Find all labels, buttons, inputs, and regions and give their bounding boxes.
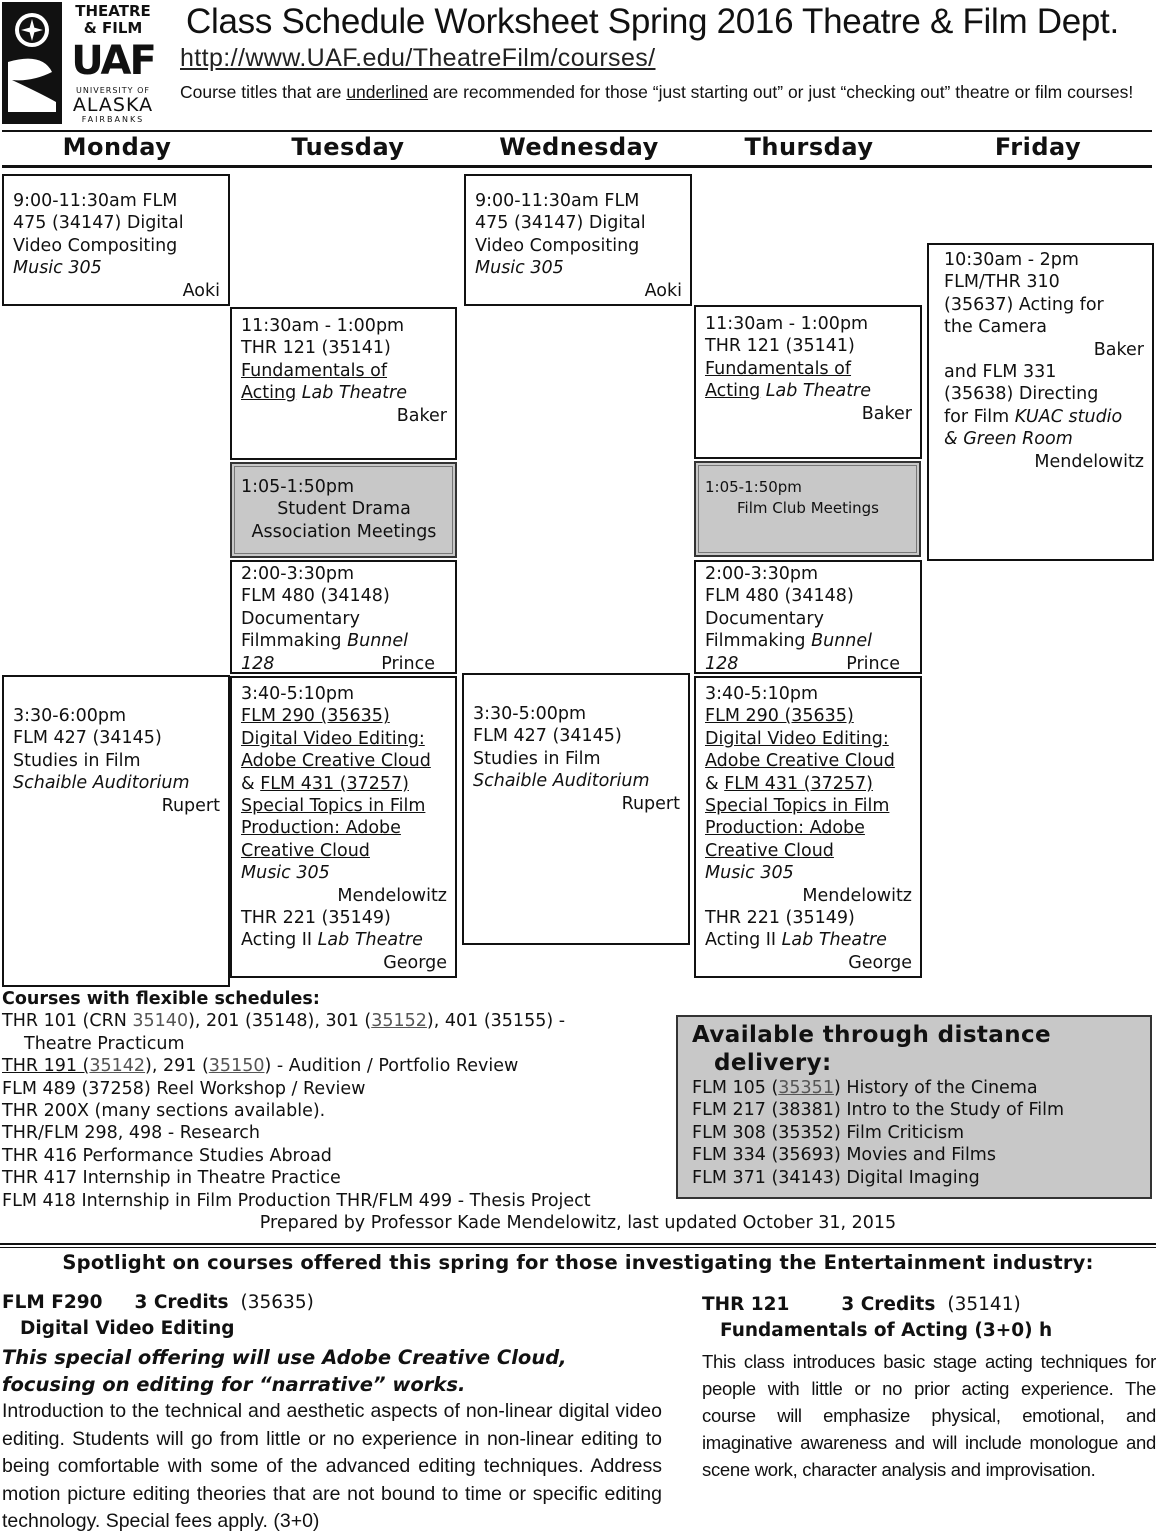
list-item: FLM 489 (37258) Reel Workshop / Review (2, 1078, 366, 1099)
instructor: Prince (381, 653, 435, 674)
course-description: This class introduces basic stage acting techniques for people with little or no prior acting experience. The course will emphasize physical, emotional, and imaginative awareness and will include monologue and scene work, character analysis and improvisation. (702, 1351, 1156, 1480)
spotlight-heading: Spotlight on courses offered this spring for those investigating the Entertainment industry: (62, 1251, 1094, 1274)
instructor: Prince (846, 653, 900, 674)
course-description: Introduction to the technical and aesthetic aspects of non-linear digital video editing. Students will go from little or no experience in non-linear editing to being comfortable with some of the advanced editing techniques. Address motion picture editing theories that are not bound to time or specific editing technology. Special fees apply. (3+0) (2, 1400, 662, 1532)
mon-flm427-block[interactable]: 3:30-6:00pm FLM 427 (34145) Studies in Film Schaible Auditorium Rupert (2, 675, 230, 987)
instructor: Baker (861, 403, 912, 424)
courses-url-link[interactable]: http://www.UAF.edu/TheatreFilm/courses/ (180, 44, 656, 72)
list-item: FLM 105 (35351) History of the Cinema (692, 1078, 1038, 1098)
wed-flm475-block[interactable]: 9:00-11:30am FLM 475 (34147) Digital Video Compositing Music 305 Aoki (464, 174, 692, 306)
instructor: Rupert (161, 795, 220, 816)
list-item: THR 200X (many sections available). (2, 1101, 326, 1122)
tue-thr121-block[interactable]: 11:30am - 1:00pm THR 121 (35141) Fundamentals of Acting Lab Theatre Baker (230, 307, 457, 460)
mon-flm475-block[interactable]: 9:00-11:30am FLM 475 (34147) Digital Video Compositing Music 305 Aoki (2, 174, 230, 306)
instructor: George (848, 952, 912, 973)
instructor: Aoki (644, 280, 682, 301)
list-item: THR 417 Internship in Theatre Practice (2, 1168, 341, 1189)
distance-heading: Available through distance (692, 1022, 1052, 1048)
spotlight-course-thr121: THR 121 3 Credits (35141) Fundamentals of Acting (3+0) h This class introduces basic stage acting techniques for people with little or no prior acting experience. The course will emphasize physical, emotional, and imaginative awareness and will include monologue and scene work, character analysis and improvisation. (702, 1292, 1156, 1483)
distance-delivery-box: Available through distance delivery: FLM 105 (35351) History of the Cinema FLM 217 (38381) Intro to the Study of Film FLM 308 (35352) Film Criticism FLM 334 (35693) Movies and Films FLM 371 (34143) Digital Imaging (676, 1015, 1152, 1199)
day-monday: Monday (62, 133, 172, 161)
instructor: Mendelowitz (337, 885, 447, 906)
day-friday: Friday (994, 133, 1082, 161)
thu-thr121-block[interactable]: 11:30am - 1:00pm THR 121 (35141) Fundamentals of Acting Lab Theatre Baker (694, 305, 922, 459)
svg-text:ALASKA: ALASKA (72, 94, 154, 116)
list-item: FLM 217 (38381) Intro to the Study of Film (692, 1100, 1065, 1121)
header-note: Course titles that are underlined are recommended for those “just starting out” or just “checking out” theatre or film courses! (180, 82, 1134, 102)
list-item: FLM 418 Internship in Film Production THR/FLM 499 - Thesis Project (2, 1190, 591, 1211)
flexible-schedule-list (2, 988, 662, 1212)
flexible-heading: Courses with flexible schedules: (2, 989, 320, 1009)
instructor: Rupert (621, 793, 680, 814)
svg-text:UAF: UAF (71, 38, 155, 84)
day-header-rule-top (2, 130, 1152, 132)
day-tuesday: Tuesday (291, 133, 405, 161)
instructor: Mendelowitz (1034, 451, 1144, 472)
svg-text:UNIVERSITY OF: UNIVERSITY OF (76, 86, 150, 95)
day-header-rule-bottom (2, 165, 1152, 168)
svg-text:FAIRBANKS: FAIRBANKS (81, 115, 145, 124)
section-divider (0, 1243, 1156, 1248)
list-item: THR 101 (CRN 35140), 201 (35148), 301 (35152), 401 (35155) - (2, 1011, 566, 1032)
wed-flm427-block[interactable]: 3:30-5:00pm FLM 427 (34145) Studies in Film Schaible Auditorium Rupert (462, 673, 690, 945)
list-item: FLM 371 (34143) Digital Imaging (692, 1167, 980, 1188)
instructor: Baker (396, 405, 447, 426)
prepared-by-line: Prepared by Professor Kade Mendelowitz, last updated October 31, 2015 (259, 1213, 897, 1233)
tue-flm480-block[interactable]: 2:00-3:30pm FLM 480 (34148) Documentary Filmmaking Bunnel 128 Prince (230, 560, 457, 674)
instructor: Baker (1093, 339, 1144, 360)
instructor: George (383, 952, 447, 973)
spotlight-course-flm290: FLM F290 3 Credits (35635) Digital Video Editing This special offering will use Adobe Creative Cloud, focusing on editing for “narrative” works. Introduction to the technical and aesthetic aspects of non-linear digital video editing. Students will go from little or no experience in non-linear editing to being comfortable with some of the advanced editing techniques. Address motion picture editing theories that are not bound to time or specific editing technology. Special fees apply. (3+0) (2, 1290, 662, 1532)
list-item: THR 191 (35142), 291 (35150) - Audition / Portfolio Review (2, 1056, 519, 1077)
thu-flm290-block[interactable]: 3:40-5:10pm FLM 290 (35635) Digital Video Editing: Adobe Creative Cloud & FLM 431 (37257) Special Topics in Film Production: Adobe Creative Cloud Music 305 Mendelowitz THR 221 (35149) Acting II Lab Theatre George (694, 676, 922, 978)
svg-text:& FILM: & FILM (83, 19, 143, 37)
underlined-word: underlined (346, 82, 429, 102)
course-lead: This special offering will use Adobe Creative Cloud, focusing on editing for “narrative” works. (2, 1346, 567, 1396)
day-wednesday: Wednesday (499, 133, 659, 161)
tue-drama-meeting-block[interactable]: 1:05-1:50pm Student Drama Association Meetings (230, 462, 457, 558)
instructor: Aoki (182, 280, 220, 301)
thu-flm480-block[interactable]: 2:00-3:30pm FLM 480 (34148) Documentary Filmmaking Bunnel 128 Prince (694, 560, 922, 674)
day-thursday: Thursday (744, 133, 874, 161)
page-title: Class Schedule Worksheet Spring 2016 Theatre & Film Dept. (186, 2, 1119, 41)
uaf-theatre-film-logo (2, 2, 164, 124)
list-item: Theatre Practicum (24, 1033, 185, 1054)
course-title: Fundamentals of Acting (3+0) h (720, 1320, 1053, 1341)
instructor: Mendelowitz (802, 885, 912, 906)
list-item: THR 416 Performance Studies Abroad (2, 1145, 332, 1166)
list-item: FLM 308 (35352) Film Criticism (692, 1122, 965, 1143)
fri-flm310-block[interactable]: 10:30am - 2pm FLM/THR 310 (35637) Acting for the Camera Baker and FLM 331 (35638) Directing for Film KUAC studio & Green Room Mendelowitz (927, 243, 1154, 561)
course-title: Digital Video Editing (20, 1318, 235, 1339)
list-item: THR/FLM 298, 498 - Research (2, 1123, 261, 1144)
tue-flm290-block[interactable]: 3:40-5:10pm FLM 290 (35635) Digital Video Editing: Adobe Creative Cloud & FLM 431 (37257) Special Topics in Film Production: Adobe Creative Cloud Music 305 Mendelowitz THR 221 (35149) Acting II Lab Theatre George (230, 676, 457, 978)
thu-film-club-meeting-block[interactable]: 1:05-1:50pm Film Club Meetings (694, 461, 921, 557)
svg-text:THEATRE: THEATRE (75, 2, 151, 20)
list-item: FLM 334 (35693) Movies and Films (692, 1145, 996, 1166)
